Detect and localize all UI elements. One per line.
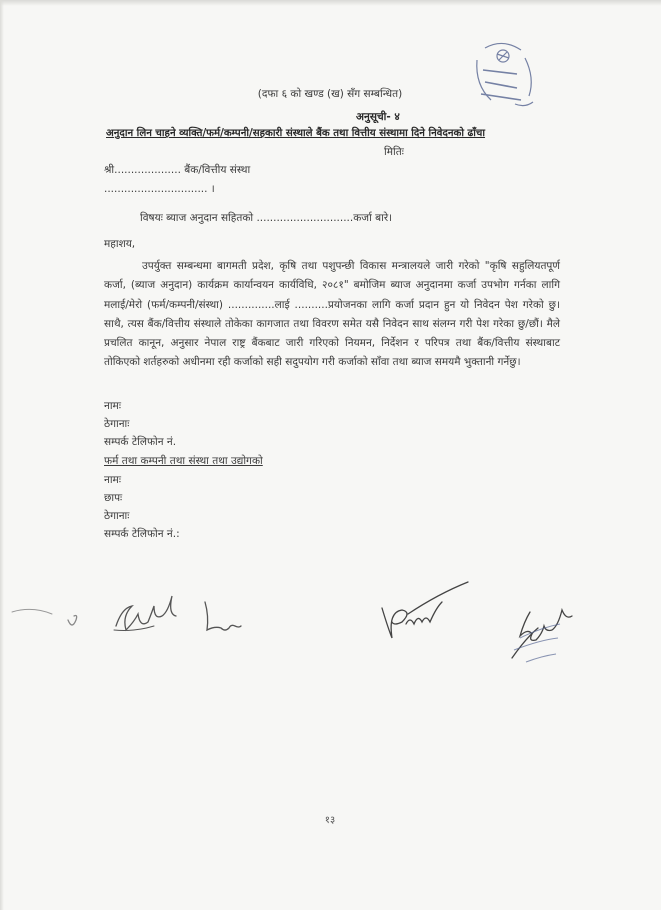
signature-1 xyxy=(8,590,188,650)
firm-seal-label: छापः xyxy=(104,492,123,504)
schedule-label: अनुसूची- ४ xyxy=(356,111,400,123)
scan-edge xyxy=(0,0,4,910)
subject-line: विषयः ब्याज अनुदान सहितको .............................कर्जा बारे। xyxy=(140,212,393,224)
clause-reference: (दफा ६ को खण्ड (ख) सँग सम्बन्धित) xyxy=(257,88,403,100)
body-paragraph: उपर्युक्त सम्बन्धमा बागमती प्रदेश, कृषि तथा पशुपन्छी विकास मन्त्रालयले जारी गरेको "कृषि सहुलियतपूर्ण कर्जा, (ब्याज अनुदान) कार्यक्रम कार्यान्वयन कार्यविधि, २०८१" बमोजिम ब्याज अनुदानमा कर्जा उपभोग गर्नका लागि मलाई/मेरो (फर्म/कम्पनी/संस्था) ..............लाई ..........प्रयोजनका लागि कर्जा प्रदान हुन यो निवेदन पेश गरेको छु। साथै, त्यस बैंक/वित्तीय संस्थाले तोकेका कागजात तथा विवरण समेत यसै निवेदन साथ संलग्न गरी पेश गरेका छु/छौं। मैले प्रचलित कानून, अनुसार नेपाल राष्ट्र बैंकबाट जारी गरिएको नियमन, निर्देशन र परिपत्र तथा बैंक/वित्तीय संस्थाबाट तोकिएको शर्तहरुको अधीनमा रही कर्जाको सही सदुपयोग गरी कर्जाको साँवा तथा ब्याज समयमै भुक्तानी गर्नेछु। xyxy=(104,260,560,369)
signature-4 xyxy=(490,592,590,682)
signature-3 xyxy=(372,578,472,648)
document-title: अनुदान लिन चाहने व्यक्ति/फर्म/कम्पनी/सहकारी संस्थाले बैंक तथा वित्तीय संस्थामा दिने निवेदनको ढाँचा xyxy=(106,128,486,139)
page-number: १३ xyxy=(324,815,336,826)
signature-2 xyxy=(195,592,245,642)
firm-heading: फर्म तथा कम्पनी तथा संस्था तथा उद्योगको xyxy=(104,455,263,467)
firm-name-label: नामः xyxy=(104,474,121,486)
addressee-line-1: श्री.................... बैंक/वित्तीय संस्था xyxy=(104,164,251,176)
firm-address-label: ठेगानाः xyxy=(104,510,130,522)
applicant-phone-label: सम्पर्क टेलिफोन नं. xyxy=(104,436,177,448)
official-stamp xyxy=(455,40,553,120)
salutation: महाशय, xyxy=(104,238,136,250)
date-label: मितिः xyxy=(384,146,404,158)
addressee-line-2: ............................... । xyxy=(104,183,215,195)
applicant-name-label: नामः xyxy=(104,400,121,412)
firm-phone-label: सम्पर्क टेलिफोन नं.: xyxy=(104,528,180,540)
applicant-address-label: ठेगानाः xyxy=(104,418,130,430)
scan-edge xyxy=(0,0,661,6)
